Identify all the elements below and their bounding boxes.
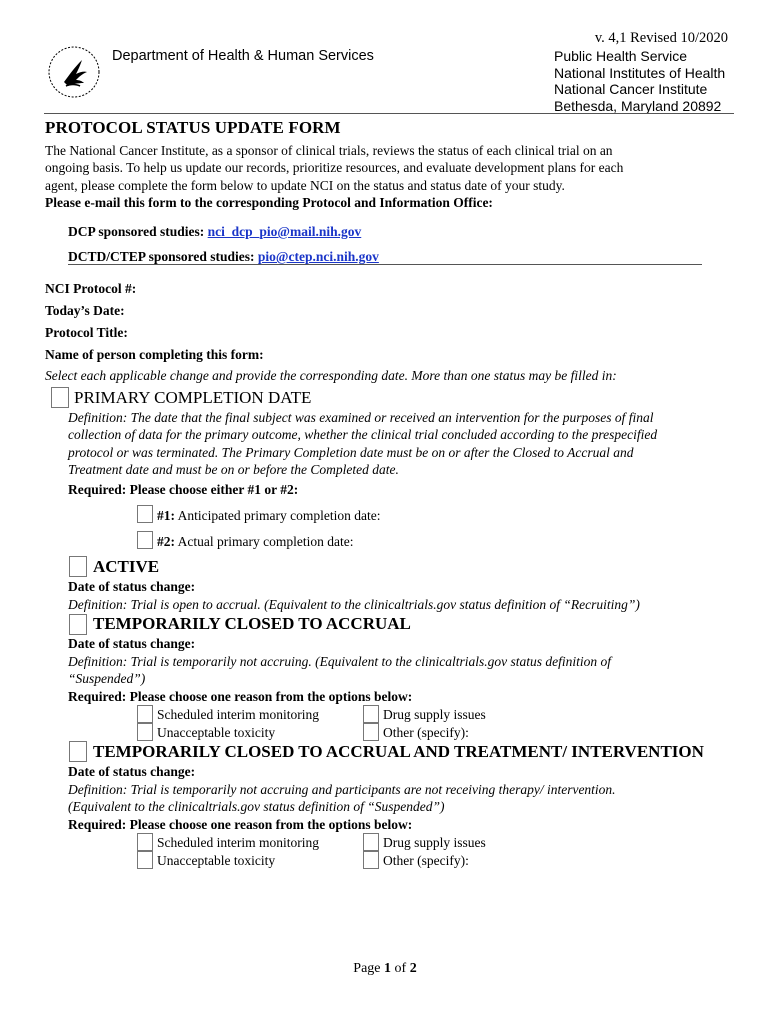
anticipated-date-label: #1: Anticipated primary completion date:	[157, 508, 381, 523]
department-name: Department of Health & Human Services	[112, 48, 374, 64]
tca-other-checkbox[interactable]	[363, 723, 379, 741]
tca-drug-label: Drug supply issues	[383, 707, 486, 722]
tcat-other-label: Other (specify):	[383, 853, 469, 868]
agency-line: National Cancer Institute	[554, 81, 708, 98]
select-instruction: Select each applicable change and provide the corresponding date. More than one status may be filled in:	[45, 368, 617, 383]
active-title: ACTIVE	[93, 557, 160, 576]
active-date-label[interactable]: Date of status change:	[68, 579, 196, 594]
email-instruction: Please e-mail this form to the corresponding Protocol and Information Office:	[45, 194, 493, 210]
form-version: v. 4,1 Revised 10/2020	[594, 30, 728, 46]
tca-other-label: Other (specify):	[383, 725, 469, 740]
ctep-email-link[interactable]: pio@ctep.nci.nih.gov	[257, 249, 379, 264]
tca-drug-checkbox[interactable]	[363, 705, 379, 723]
anticipated-date-checkbox[interactable]	[137, 505, 153, 523]
nci-protocol-field[interactable]: NCI Protocol #:	[45, 281, 137, 296]
tca-interim-checkbox[interactable]	[137, 705, 153, 723]
dcp-label: DCP sponsored studies:	[68, 224, 205, 239]
agency-address	[554, 48, 725, 114]
tca-definition	[68, 653, 748, 688]
intro-line: ongoing basis. To help us update our records, prioritize resources, and evaluate development plans for each	[45, 160, 624, 176]
primary-completion-definition	[68, 409, 748, 479]
tcat-toxicity-label: Unacceptable toxicity	[157, 853, 276, 868]
tcat-title: TEMPORARILY CLOSED TO ACCRUAL AND TREATMENT/ INTERVENTION	[93, 742, 704, 761]
agency-line: Bethesda, Maryland 20892	[554, 97, 722, 114]
tca-checkbox[interactable]	[69, 614, 87, 635]
tcat-other-checkbox[interactable]	[363, 851, 379, 869]
dcp-contact	[68, 223, 361, 240]
ctep-label: DCTD/CTEP sponsored studies:	[68, 249, 255, 264]
actual-date-label: #2: Actual primary completion date:	[157, 534, 354, 549]
tca-interim-label: Scheduled interim monitoring	[157, 707, 319, 722]
primary-completion-title: PRIMARY COMPLETION DATE	[74, 388, 312, 407]
tcat-drug-checkbox[interactable]	[363, 833, 379, 851]
definition-line: protocol or was terminated. The Primary Completion date must be on or after the Closed to Accrual and	[68, 444, 634, 460]
header-divider	[44, 113, 734, 114]
form-title: PROTOCOL STATUS UPDATE FORM	[45, 118, 341, 137]
tcat-checkbox[interactable]	[69, 741, 87, 762]
definition-line: Definition: Trial is temporarily not accruing. (Equivalent to the clinicaltrials.gov status definition of	[68, 654, 611, 669]
tca-toxicity-checkbox[interactable]	[137, 723, 153, 741]
ctep-contact	[68, 248, 379, 265]
tca-required-note: Required: Please choose one reason from the options below:	[68, 689, 413, 704]
tcat-required-note: Required: Please choose one reason from the options below:	[68, 817, 413, 832]
hhs-eagle-logo-icon	[46, 44, 102, 100]
protocol-title-field[interactable]: Protocol Title:	[45, 325, 128, 340]
agency-line: National Institutes of Health	[554, 64, 726, 81]
tcat-definition	[68, 781, 748, 816]
page-number: Page 1 of 2	[353, 961, 417, 976]
tcat-date-label[interactable]: Date of status change:	[68, 764, 196, 779]
tca-date-label[interactable]: Date of status change:	[68, 636, 196, 651]
dcp-email-link[interactable]: nci_dcp_pio@mail.nih.gov	[207, 224, 362, 239]
primary-required-note: Required: Please choose either #1 or #2:	[68, 482, 299, 497]
definition-line: (Equivalent to the clinicaltrials.gov status definition of “Suspended”)	[68, 799, 445, 815]
definition-line: collection of data for the primary outcome, whether the clinical trial concluded according to the prespecified	[68, 427, 658, 443]
tcat-drug-label: Drug supply issues	[383, 835, 486, 850]
definition-line: Definition: Trial is temporarily not accruing and participants are not receiving therapy/ intervention.	[68, 782, 616, 797]
definition-line: Treatment date and must be on or before the Completed date.	[68, 462, 399, 478]
intro-line: agent, please complete the form below to update NCI on the status and status date of your study.	[45, 177, 565, 193]
agency-line: Public Health Service	[554, 48, 688, 64]
tca-toxicity-label: Unacceptable toxicity	[157, 725, 276, 740]
definition-line: Definition: The date that the final subject was examined or received an intervention for the purposes of final	[68, 410, 654, 425]
person-name-field[interactable]: Name of person completing this form:	[45, 347, 264, 362]
todays-date-field[interactable]: Today’s Date:	[45, 303, 125, 318]
intro-line: The National Cancer Institute, as a sponsor of clinical trials, reviews the status of each clinical trial on an	[45, 143, 613, 158]
tca-title: TEMPORARILY CLOSED TO ACCRUAL	[93, 614, 411, 633]
contact-divider	[68, 264, 702, 265]
active-checkbox[interactable]	[69, 556, 87, 577]
intro-paragraph	[45, 142, 735, 211]
actual-date-checkbox[interactable]	[137, 531, 153, 549]
tcat-interim-label: Scheduled interim monitoring	[157, 835, 319, 850]
tcat-toxicity-checkbox[interactable]	[137, 851, 153, 869]
active-definition: Definition: Trial is open to accrual. (Equivalent to the clinicaltrials.gov status definition of “Recruiting”)	[68, 597, 640, 612]
definition-line: “Suspended”)	[68, 671, 146, 687]
primary-completion-checkbox[interactable]	[51, 387, 69, 408]
tcat-interim-checkbox[interactable]	[137, 833, 153, 851]
